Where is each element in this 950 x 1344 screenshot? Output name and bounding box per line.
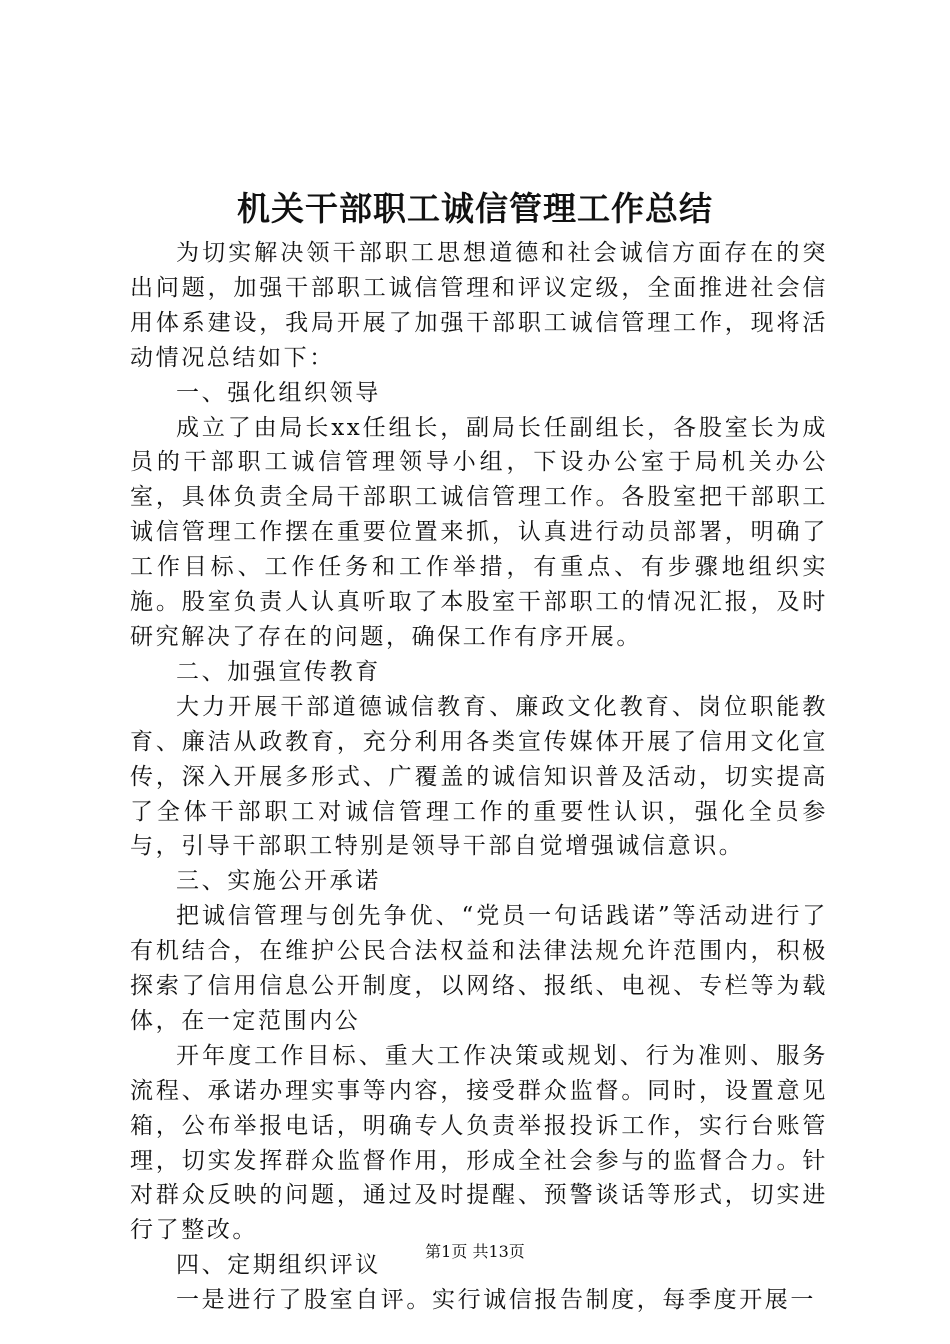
paragraph-intro: 为切实解决领干部职工思想道德和社会诚信方面存在的突出问题，加强干部职工诚信管理和评议定级，全面推进社会信用体系建设，我局开展了加强干部职工诚信管理工作，现将活动情况总结如下： <box>130 240 828 371</box>
paragraph-section-3b: 开年度工作目标、重大工作决策或规划、行为准则、服务流程、承诺办理实事等内容，接受群众监督。同时，设置意见箱，公布举报电话，明确专人负责举报投诉工作，实行台账管理，切实发挥群众监督作用，形成全社会参与的监督合力。针对群众反映的问题，通过及时提醒、预警谈话等形式，切实进行了整改。 <box>130 1042 828 1244</box>
section-heading-3: 三、实施公开承诺 <box>176 868 381 895</box>
document-title: 机关干部职工诚信管理工作总结 <box>237 189 713 228</box>
section-heading-1: 一、强化组织领导 <box>176 379 381 406</box>
paragraph-section-1: 成立了由局长xx任组长，副局长任副组长，各股室长为成员的干部职工诚信管理领导小组，下设办公室于局机关办公室，具体负责全局干部职工诚信管理工作。各股室把干部职工诚信管理工作摆在重要位置来抓，认真进行动员部署，明确了工作目标、工作任务和工作举措，有重点、有步骤地组织实施。股室负责人认真听取了本股室干部职工的情况汇报，及时研究解决了存在的问题，确保工作有序开展。 <box>130 414 828 650</box>
paragraph-section-4: 一是进行了股室自评。实行诚信报告制度，每季度开展一 <box>176 1287 816 1314</box>
paragraph-section-2: 大力开展干部道德诚信教育、廉政文化教育、岗位职能教育、廉洁从政教育，充分利用各类宣传媒体开展了信用文化宣传，深入开展多形式、广覆盖的诚信知识普及活动，切实提高了全体干部职工对诚信管理工作的重要性认识，强化全员参与，引导干部职工特别是领导干部自觉增强诚信意识。 <box>130 693 828 860</box>
page-number: 第1页 共13页 <box>425 1242 525 1261</box>
paragraph-section-3a: 把诚信管理与创先争优、“党员一句话践诺”等活动进行了有机结合，在维护公民合法权益和法律法规允许范围内，积极探索了信用信息公开制度，以网络、报纸、电视、专栏等为载体，在一定范围内公 <box>130 903 828 1034</box>
section-heading-4: 四、定期组织评议 <box>176 1252 381 1279</box>
section-heading-2: 二、加强宣传教育 <box>176 658 381 685</box>
document-body <box>130 236 828 1318</box>
